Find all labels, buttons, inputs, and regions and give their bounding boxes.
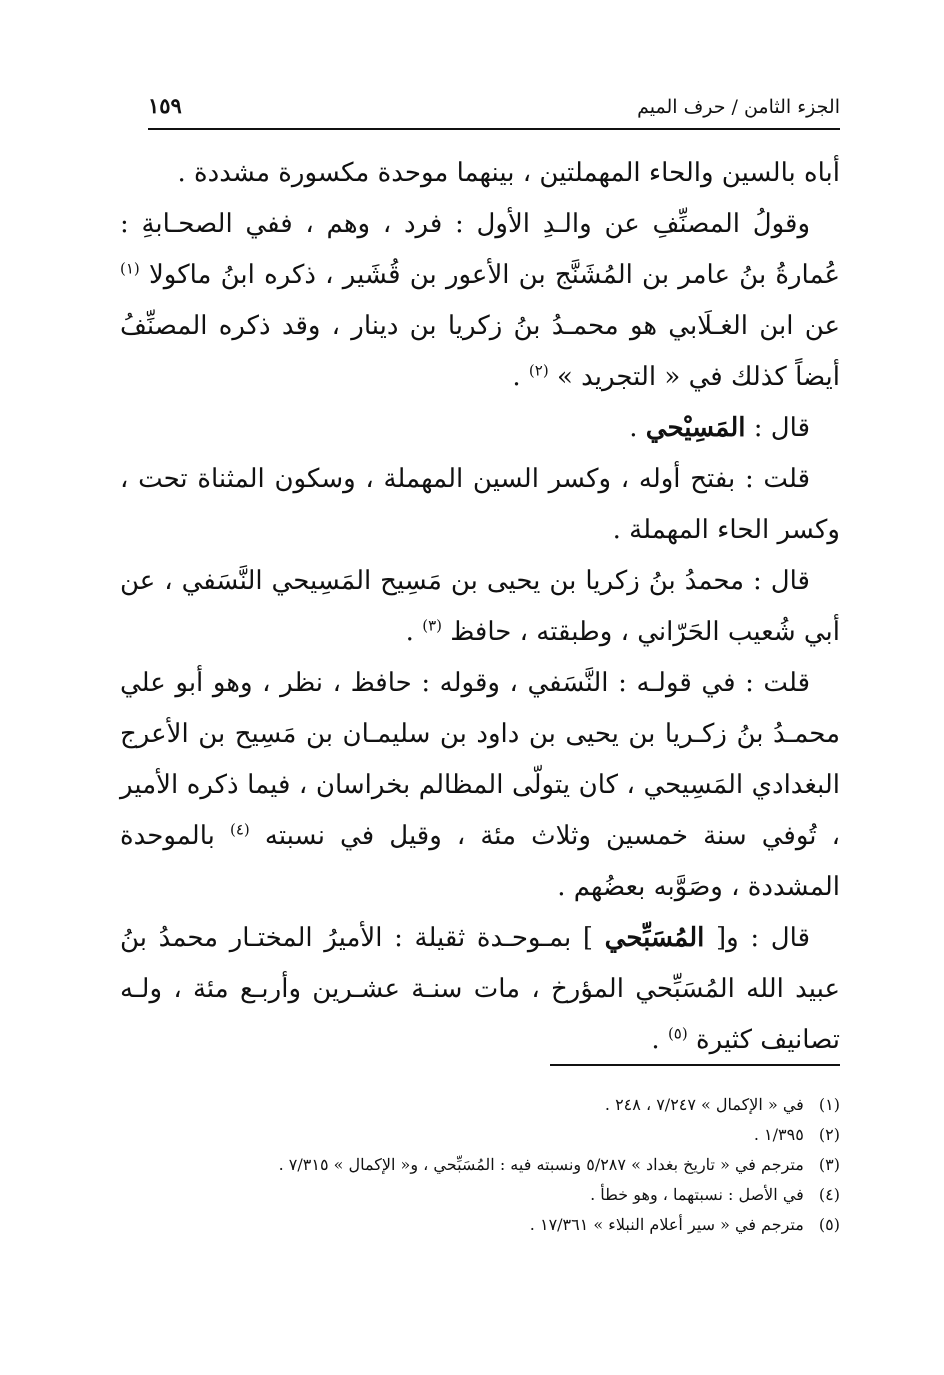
footnotes (120, 1090, 840, 1240)
paragraph-4-text: قلت : بفتح أوله ، وكسر السين المهملة ، وسكون المثناة تحت ، وكسر الحاء المهملة . (120, 464, 840, 545)
paragraph-5-end: . (405, 617, 414, 647)
paragraph-7 (120, 913, 840, 1066)
footnote-2 (120, 1120, 840, 1150)
paragraph-3-term: المَسِيْحي (645, 413, 746, 443)
footnote-5 (120, 1210, 840, 1240)
paragraph-3 (120, 403, 840, 454)
paragraph-3-end: . (629, 413, 638, 443)
footnote-text: مترجم في « سير أعلام النبلاء » ١٧/٣٦١ . (529, 1215, 804, 1234)
body-text (120, 148, 840, 1066)
paragraph-1 (120, 148, 840, 199)
footnote-rule (550, 1064, 840, 1066)
running-header (148, 88, 840, 118)
footnote-text: في الأصل : نسبتهما ، وهو خطأ . (590, 1185, 804, 1204)
paragraph-7-lead: قال : و[ (716, 923, 811, 953)
footnote-3 (120, 1150, 840, 1180)
paragraph-7-term: المُسَبِّحي (604, 923, 705, 953)
paragraph-2 (120, 199, 840, 403)
header-rule (148, 128, 840, 130)
paragraph-3-lead: قال : (753, 413, 810, 443)
footnote-text: مترجم في « تاريخ بغداد » ٥/٢٨٧ ونسبته فيه : المُسَبِّحي ، و« الإكمال » ٧/٣١٥ . (278, 1155, 804, 1174)
paragraph-7-text: ] بمـوحـدة ثقيلة : الأميرُ المختـار محمدُ بنُ عبيد الله المُسَبِّحي المؤرخ ، مات سنـة عشـرين وأربـع مئة ، ولـه تصانيف كثيرة (120, 923, 840, 1055)
paragraph-2-text-c: . (512, 362, 521, 392)
paragraph-5-text: قال : محمدُ بنُ زكريا بن يحيى بن مَسِيح المَسِيحي النَّسَفي ، عن أبي شُعيب الحَرّاني ، وطبقته ، حافظ (120, 566, 840, 647)
footnote-number: (١) (818, 1095, 840, 1114)
footnote-ref-1: (١) (120, 259, 140, 278)
footnote-text: في « الإكمال » ٧/٢٤٧ ، ٢٤٨ . (604, 1095, 804, 1114)
paragraph-6-text-a: قلت : في قولـه : النَّسَفي ، وقوله : حافظ ، نظر ، وهو أبو علي محمـدُ بنُ زكـريا بن يحيى بن داود بن سليمـان بن مَسِيح بن الأعرج البغدادي المَسِيحي ، كان يتولّى المظالم بخراسان ، فيما ذكره الأمير ، تُوفي سنة خمسين وثلاث مئة ، وقيل في نسبته (120, 668, 841, 851)
footnote-number: (٥) (818, 1215, 840, 1234)
paragraph-4 (120, 454, 840, 556)
footnote-text: ١/٣٩٥ . (753, 1125, 804, 1144)
header-title: الجزء الثامن / حرف الميم (637, 96, 840, 118)
footnote-ref-4: (٤) (230, 820, 250, 839)
book-page (120, 60, 840, 1340)
footnote-ref-2: (٢) (528, 361, 549, 380)
paragraph-5 (120, 556, 840, 658)
paragraph-1-text: أباه بالسين والحاء المهملتين ، بينهما موحدة مكسورة مشددة . (177, 158, 840, 188)
paragraph-2-text-b: عن ابن الغـلَابي هو محمـدُ بنُ زكريا بن دينار ، وقد ذكره المصنِّفُ أيضاً كذلك في « التجريد » (120, 311, 840, 392)
paragraph-6 (120, 658, 840, 913)
paragraph-6-text-b: بالموحدة المشددة ، وصَوَّبه بعضُهم . (120, 821, 840, 902)
page-number: ١٥٩ (148, 93, 182, 118)
footnote-number: (٣) (818, 1155, 840, 1174)
paragraph-2-text-a: وقولُ المصنِّفِ عن والـدِ الأول : فرد ، وهم ، ففي الصحـابةِ : عُمارةُ بنُ عامر بن المُشَنَّج بن الأعور بن قُشَير ، ذكره ابنُ ماكولا (120, 209, 841, 290)
footnote-ref-5: (٥) (667, 1024, 688, 1043)
footnote-ref-3: (٣) (422, 616, 442, 635)
footnote-1 (120, 1090, 840, 1120)
footnote-number: (٢) (818, 1125, 840, 1144)
paragraph-7-end: . (651, 1025, 660, 1055)
footnote-number: (٤) (818, 1185, 840, 1204)
footnote-4 (120, 1180, 840, 1210)
